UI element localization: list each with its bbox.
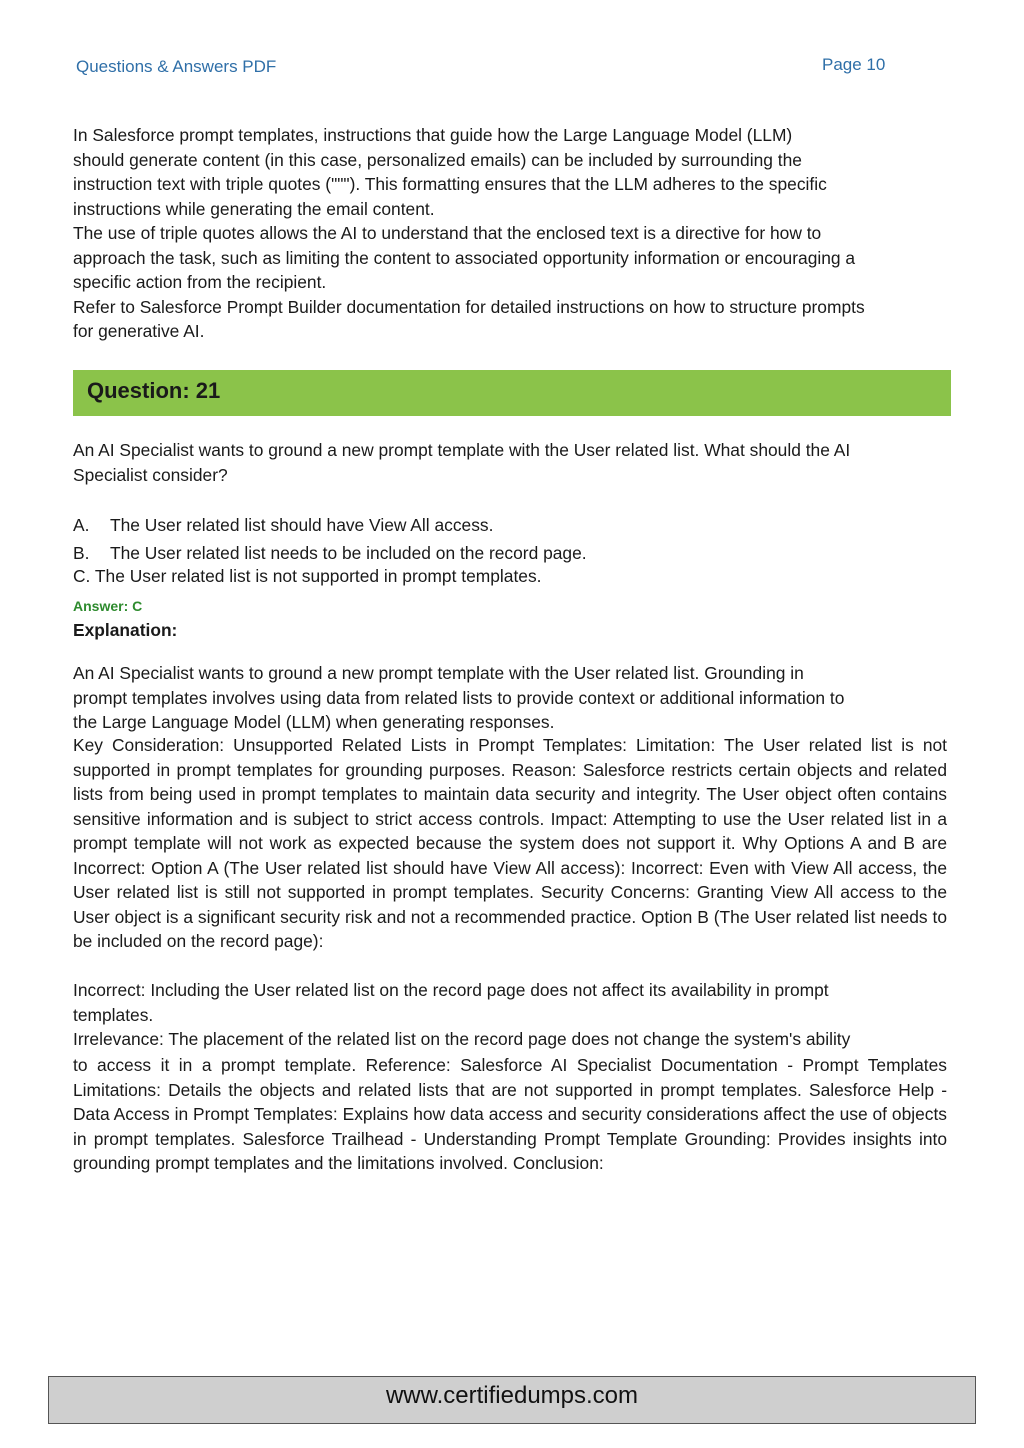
explanation-line: prompt templates involves using data from related lists to provide context or additional information to [73,687,845,708]
question-line: An AI Specialist wants to ground a new prompt template with the User related list. What should the AI [73,440,851,460]
footer-bar [48,1376,976,1424]
intro-line: instruction text with triple quotes ("""). This formatting ensures that the LLM adheres to the specific [73,174,827,194]
intro-line: specific action from the recipient. [73,272,327,292]
option-b [73,541,587,565]
option-c: C. The User related list is not supported in prompt templates. [73,566,542,586]
intro-line: should generate content (in this case, personalized emails) can be included by surrounding the [73,149,802,170]
explanation-line: templates. [73,1004,154,1025]
answer-label: Answer: C [73,598,143,614]
explanation-line: An AI Specialist wants to ground a new prompt template with the User related list. Grounding in [73,663,804,683]
intro-line: In Salesforce prompt templates, instructions that guide how the Large Language Model (LLM) [73,125,793,145]
header-title: Questions & Answers PDF [76,57,277,76]
explanation-label: Explanation: [73,620,178,640]
intro-paragraph [73,123,947,344]
explanation-line: Incorrect: Including the User related list on the record page does not affect its availability in prompt [73,980,829,1000]
question-text [73,438,947,487]
intro-line: The use of triple quotes allows the AI to understand that the enclosed text is a directive for how to [73,223,822,243]
explanation-block-4: to access it in a prompt template. Reference: Salesforce AI Specialist Documentation - Prompt Templates Limitations: Details the objects and related lists that are not supported in prompt templates. Salesforce Help - Data Access in Prompt Templates: Explains how data access and security considerations affect the use of objects in prompt templates. Salesforce Trailhead - Understanding Prompt Template Grounding: Provides insights into grounding prompt templates and the limitations involved. Conclusion: [73,1055,947,1173]
footer-url[interactable]: www.certifiedumps.com [385,1382,639,1409]
question-line: Specialist consider? [73,464,228,485]
explanation-block-3 [73,978,947,1052]
question-title: Question: 21 [87,378,221,403]
intro-line: Refer to Salesforce Prompt Builder documentation for detailed instructions on how to structure prompts [73,296,865,317]
page-number: Page 10 [822,55,886,74]
option-a [73,513,493,537]
intro-line: approach the task, such as limiting the content to associated opportunity information or encouraging a [73,247,856,268]
option-text: The User related list should have View All access. [110,515,494,535]
intro-line: for generative AI. [73,321,205,341]
intro-line: instructions while generating the email content. [73,198,435,219]
option-letter: A. [73,515,90,535]
explanation-line: the Large Language Model (LLM) when generating responses. [73,712,555,732]
explanation-block-2: Key Consideration: Unsupported Related Lists in Prompt Templates: Limitation: The User related list is not supported in prompt templates for grounding purposes. Reason: Salesforce restricts certain objects and related lists from being used in prompt templates to maintain data security and integrity. The User object often contains sensitive information and is subject to strict access controls. Impact: Attempting to use the User related list in a prompt template will not work as expected because the system does not support it. Why Options A and B are Incorrect: Option A (The User related list should have View All access): Incorrect: Even with View All access, the User related list is still not supported in prompt templates. Security Concerns: Granting View All access to the User object is a significant security risk and not a recommended practice. Option B (The User related list needs to be included on the record page): [73,735,947,951]
explanation-block-1 [73,661,947,735]
question-header-bar [73,370,951,416]
option-text: The User related list needs to be included on the record page. [110,543,587,563]
explanation-line: Irrelevance: The placement of the related list on the record page does not change the system's ability [73,1029,851,1049]
option-letter: B. [73,543,90,563]
